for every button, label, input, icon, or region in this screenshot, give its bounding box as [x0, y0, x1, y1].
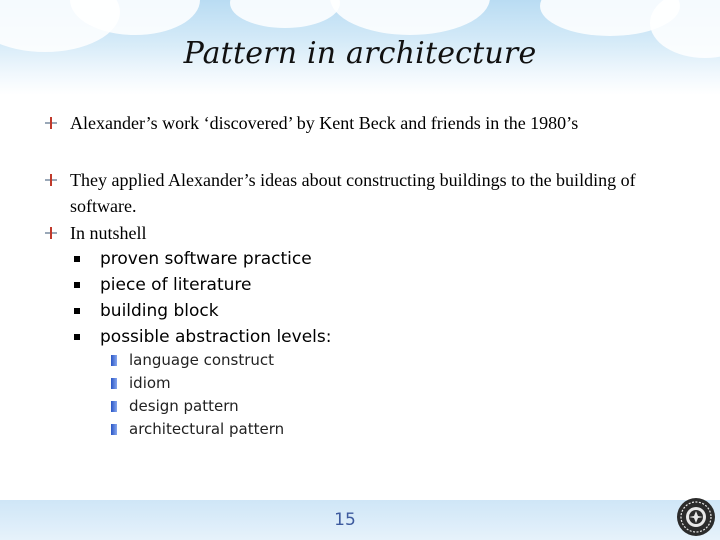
- bar-bullet-icon: [111, 424, 117, 435]
- square-bullet-icon: [74, 256, 80, 262]
- sub-sub-bullet-text: idiom: [129, 374, 171, 392]
- bullet-text: In nutshell: [70, 223, 147, 243]
- sub-bullet-text: proven software practice: [100, 249, 312, 269]
- sub-sub-bullet-text: design pattern: [129, 397, 239, 415]
- square-bullet-icon: [74, 334, 80, 340]
- cross-bullet-icon: [45, 227, 57, 239]
- sub-bullet-text: piece of literature: [100, 275, 252, 295]
- cross-bullet-icon: [45, 117, 57, 129]
- square-bullet-icon: [74, 282, 80, 288]
- cross-bullet-icon: [45, 174, 57, 186]
- slide-title: Pattern in architecture: [183, 36, 537, 71]
- bar-bullet-icon: [111, 378, 117, 389]
- sub-bullet-text: possible abstraction levels:: [100, 327, 332, 347]
- sub-sub-bullet-text: language construct: [129, 351, 275, 369]
- cloud-decoration: [230, 0, 340, 28]
- bar-bullet-icon: [111, 355, 117, 366]
- bullet-text: Alexander’s work ‘discovered’ by Kent Beck and friends in the 1980’s: [70, 113, 579, 133]
- page-number: 15: [334, 510, 356, 530]
- sub-bullet-text: building block: [100, 301, 219, 321]
- bar-bullet-icon: [111, 401, 117, 412]
- cloud-decoration: [330, 0, 490, 35]
- university-seal-icon: [676, 497, 716, 537]
- bullet-text: They applied Alexander’s ideas about constructing buildings to the building of software.: [70, 170, 636, 216]
- square-bullet-icon: [74, 308, 80, 314]
- sub-sub-bullet-text: architectural pattern: [129, 420, 285, 438]
